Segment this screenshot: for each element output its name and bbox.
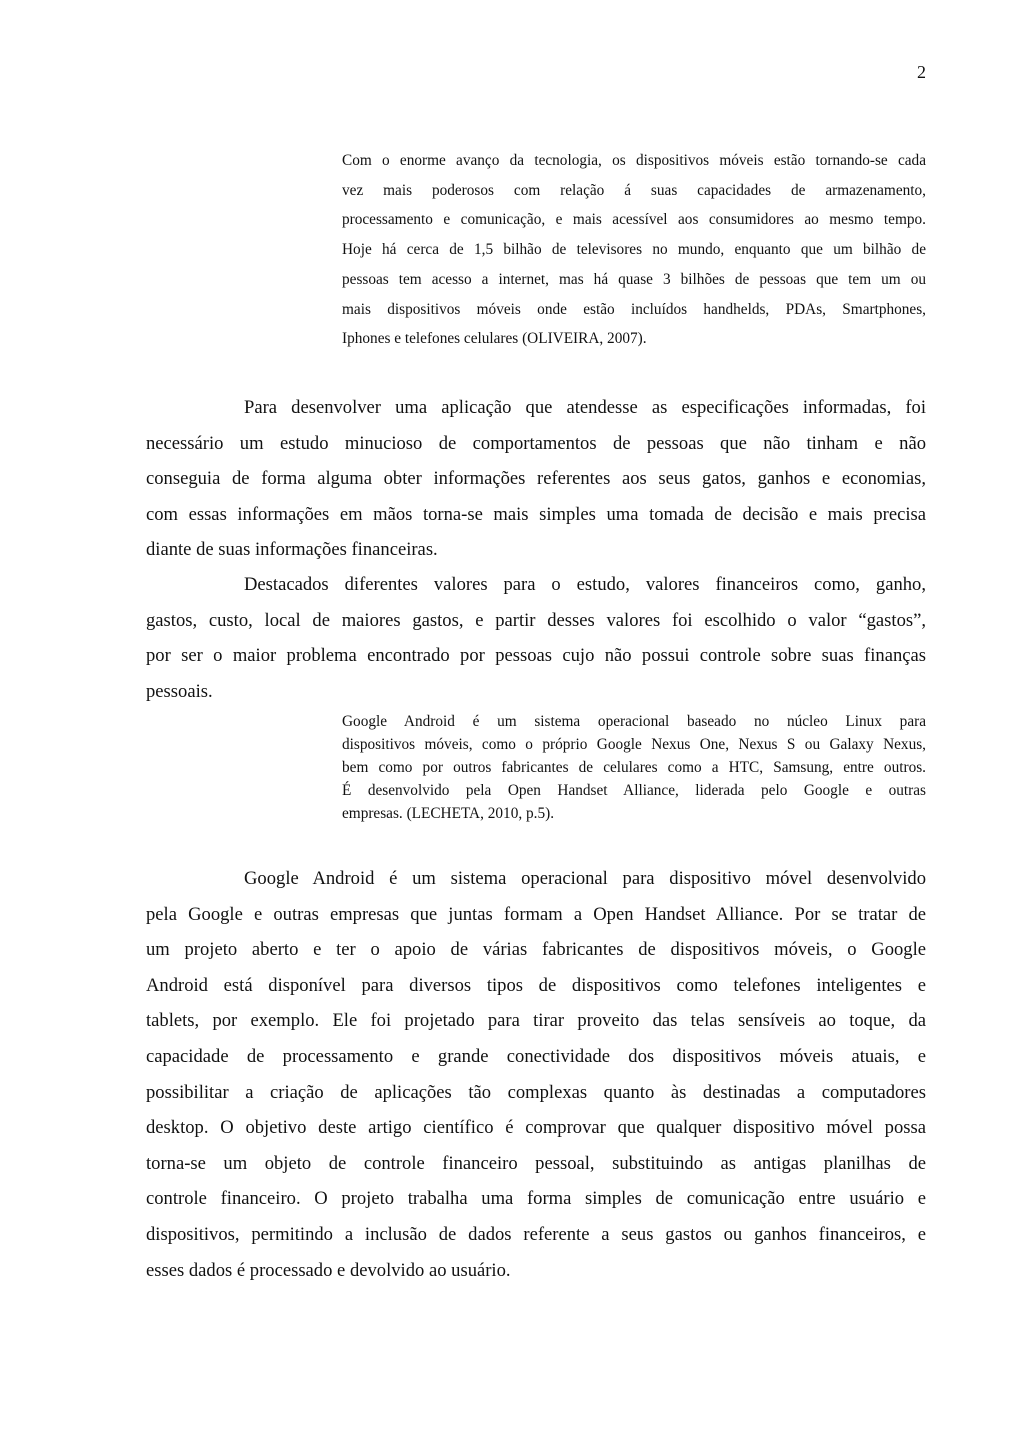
text-line: controle financeiro. O projeto trabalha uma forma simples de comunicação entre usuário e: [146, 1188, 926, 1210]
paragraph-application-study: [146, 390, 926, 568]
text-line: Para desenvolver uma aplicação que atendesse as especificações informadas, foi: [244, 397, 926, 418]
text-line: vez mais poderosos com relação á suas capacidades de armazenamento,: [342, 181, 926, 199]
paragraph-financial-values: [146, 567, 926, 709]
text-line: gastos, custo, local de maiores gastos, e partir desses valores foi escolhido o valor “gastos”,: [146, 609, 926, 631]
text-line: processamento e comunicação, e mais acessível aos consumidores ao mesmo tempo.: [342, 211, 926, 229]
text-line: Com o enorme avanço da tecnologia, os dispositivos móveis estão tornando-se cada: [342, 152, 926, 169]
text-line: pessoais.: [146, 680, 213, 702]
text-line: Iphones e telefones celulares (OLIVEIRA, 2007).: [342, 330, 647, 348]
text-line: Google Android é um sistema operacional baseado no núcleo Linux para: [342, 713, 926, 730]
text-line: empresas. (LECHETA, 2010, p.5).: [342, 805, 555, 822]
text-line: esses dados é processado e devolvido ao usuário.: [146, 1259, 511, 1281]
text-line: É desenvolvido pela Open Handset Alliance, liderada pelo Google e outras: [342, 782, 926, 799]
text-line: com essas informações em mãos torna-se mais simples uma tomada de decisão e mais precisa: [146, 503, 926, 525]
text-line: conseguia de forma alguma obter informações referentes aos seus gatos, ganhos e economias,: [146, 468, 926, 490]
text-line: bem como por outros fabricantes de celulares como a HTC, Samsung, entre outros.: [342, 759, 926, 776]
text-line: por ser o maior problema encontrado por pessoas cujo não possui controle sobre suas finanças: [146, 645, 926, 667]
text-line: pessoas tem acesso a internet, mas há quase 3 bilhões de pessoas que tem um ou: [342, 270, 926, 288]
text-line: dispositivos, permitindo a inclusão de dados referente a seus gastos ou ganhos financeiros, e: [146, 1223, 926, 1245]
text-line: tablets, por exemplo. Ele foi projetado para tirar proveito das telas sensíveis ao toque, da: [146, 1010, 926, 1032]
block-quote-oliveira: [342, 146, 926, 354]
text-line: um projeto aberto e ter o apoio de várias fabricantes de dispositivos móveis, o Google: [146, 939, 926, 961]
text-line: possibilitar a criação de aplicações tão complexas quanto às destinadas a computadores: [146, 1081, 926, 1103]
block-quote-lecheta: [342, 710, 926, 825]
text-line: diante de suas informações financeiras.: [146, 539, 438, 561]
text-line: Destacados diferentes valores para o estudo, valores financeiros como, ganho,: [244, 574, 926, 595]
text-line: desktop. O objetivo deste artigo científico é comprovar que qualquer dispositivo móvel possa: [146, 1117, 926, 1139]
paragraph-google-android: [146, 861, 926, 1288]
text-line: capacidade de processamento e grande conectividade dos dispositivos móveis atuais, e: [146, 1045, 926, 1067]
text-line: pela Google e outras empresas que juntas formam a Open Handset Alliance. Por se tratar de: [146, 903, 926, 925]
text-line: dispositivos móveis, como o próprio Google Nexus One, Nexus S ou Galaxy Nexus,: [342, 736, 926, 753]
text-line: Android está disponível para diversos tipos de dispositivos como telefones inteligentes e: [146, 974, 926, 996]
text-line: Google Android é um sistema operacional para dispositivo móvel desenvolvido: [244, 868, 926, 889]
text-line: torna-se um objeto de controle financeiro pessoal, substituindo as antigas planilhas de: [146, 1152, 926, 1174]
text-line: necessário um estudo minucioso de comportamentos de pessoas que não tinham e não: [146, 432, 926, 454]
page-number: 2: [917, 62, 926, 82]
text-line: mais dispositivos móveis onde estão incluídos handhelds, PDAs, Smartphones,: [342, 300, 926, 318]
text-line: Hoje há cerca de 1,5 bilhão de televisores no mundo, enquanto que um bilhão de: [342, 241, 926, 259]
